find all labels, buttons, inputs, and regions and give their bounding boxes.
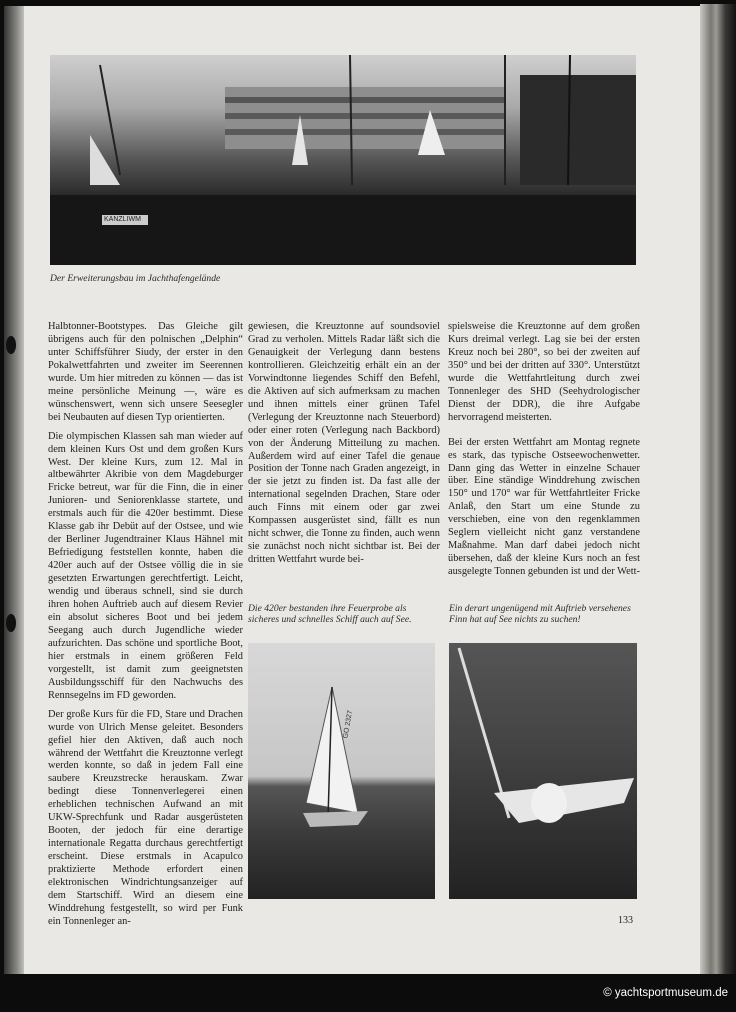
paragraph: spielsweise die Kreuztonne auf dem großen Kurs dreimal verlegt. Lag sie bei der ersten Kreuz noch bei 280°, so bei der zweiten auf 350° und bei der dritten auf 330°. Unterstützt wurde die Wettfahrtleitung durch zwei Tonnenleger des SHD (Seehydrologischer Dienst der DDR), die ihre Aufgabe hervorragend meisterten. [448, 321, 640, 423]
harbor-photo [50, 55, 636, 265]
right-photo-caption: Ein derart ungenügend mit Auftrieb versehenes Finn hat auf See nichts zu suchen! [449, 603, 631, 625]
left-photo-caption: Die 420er bestanden ihre Feuerprobe als sicheres und schnelles Schiff auch auf See. [248, 603, 412, 625]
paragraph: gewiesen, die Kreuztonne auf soundsoviel Grad zu verholen. Mittels Radar läßt sich die Genauigkeit der Verlegung dann bestens kontrollieren. Gleichzeitig erhält ein an der Vorwindtonne liegendes Schiff den Befehl, die Aktiven auf sich aufmerksam zu machen und ihnen mittels einer grünen Tafel (Verlegung der Kreuztonne nach Steuerbord) oder einer roten (Verlegung nach Backbord) von der Änderung Mitteilung zu machen. Außerdem wird auf einer Tafel die genaue Position der Tonne nach Graden angezeigt, in der sie jetzt zu finden ist. Da fast alle der international segelnden Drachen, Stare oder auch Finns mit einem oder gar zwei Kompassen ausgerüstet sind, fällt es nun nicht schwer, die Tonne zu finden, auch wenn sie zunächst noch nicht sichtbar ist. Bei der dritten Wettfahrt wurde bei- [248, 321, 440, 566]
text-column-2 [248, 321, 440, 573]
binding-hole [6, 336, 16, 354]
text-column-1 [48, 321, 243, 935]
capsized-finn-photo [449, 643, 637, 899]
harbor-illustration [50, 55, 636, 265]
book-binding-edge [700, 4, 736, 974]
paragraph: Der große Kurs für die FD, Stare und Drachen wurde von Ulrich Mense geleitet. Besonders gefiel hier den Aktiven, daß auch noch während der Wettfahrt die Kreuztonne verlegt werden konnte, so daß in jedem Fall eine saubere Kreuzstrecke herauskam. Zwar bedingt diese Tonnenverlegerei einen erheblichen technischen Aufwand an mit UKW-Sprechfunk und Radar ausgerüsteten Booten, der jedoch für eine derartige internationale Regatta durchaus gerechtfertigt erscheint. Diese erstmals in Acapulco praktizierte Methode erfordert einen elektronischen Windrichtungsanzeiger auf dem Startschiff. Wird an diesem eine Winddrehung festgestellt, so wird per Funk ein Tonnenleger an- [48, 708, 243, 927]
top-photo-caption: Der Erweiterungsbau im Jachthafengelände [50, 273, 221, 284]
watermark: © yachtsportmuseum.de [603, 987, 728, 999]
sailboat-illustration [248, 643, 435, 899]
paragraph: Die olympischen Klassen sah man wieder auf dem kleinen Kurs Ost und dem großen Kurs West. Der kleine Kurs, zum 12. Mal in altbewährter Akribie von dem Magdeburger Fricke betreut, war für die Finn, die in einer Junioren- und Seniorenklasse startete, und erstmals auch für die 420er bestimmt. Diese Klasse gab ihr Debüt auf der Ostsee, und wie der Berliner Jugendtrainer Klaus Hähnel mit Befriedigung feststellen konnte, haben die 420er auch auf der Ostsee völlig die in sie gesetzten Erwartungen gerechtfertigt. Leicht, wendig und überaus schnell, sind sie durch ihren hohen Auftrieb auch auf diesem Revier ein absolut sicheres Boot und bei jedem Seegang auch durch Jugendliche wieder aufzurichten. Das schöne und sportliche Boot, hier erstmals in einem größeren Feld vorgestellt, ist damit zum geeignetsten Ausbildungsschiff für den Nachwuchs des Rennsegelns im FD geworden. [48, 430, 243, 701]
420er-photo [248, 643, 435, 899]
sail-number: GO 2327 [342, 709, 355, 740]
paragraph: Halbtonner-Bootstypes. Das Gleiche gilt übrigens auch für den polnischen „Delphin“ unter Schiffsführer Siudy, der erster in den Pokalwettfahrten und zweiter im Seerennen wurde. Um hier mitreden zu können — das ist meine persönliche Meinung —, wäre es wünschenswert, wenn sich unsere Seesegler bei Neubauten auf diesen Typ orientierten. [48, 321, 243, 423]
paragraph: Bei der ersten Wettfahrt am Montag regnete es stark, das typische Ostseewochenwetter. Dann ging das Wetter in einzelne Schauer über. Eine ständige Winddrehung zwischen 150° und 170° war für Wettfahrtleiter Fricke Anlaß, den Start um eine Stunde zu verschieben, eine von den regenklammen Seglern vielleicht nicht ganz verstandene Maßnahme. Man darf dabei jedoch nicht übersehen, daß der kleine Kurs noch an fest ausgelegte Tonnen gebunden ist und der Wett- [448, 436, 640, 578]
binding-hole [6, 614, 16, 632]
text-column-3 [448, 321, 640, 585]
previous-page-edge [4, 6, 26, 974]
page-number: 133 [618, 915, 633, 926]
boat-sign: KANZLIWM [104, 216, 141, 223]
capsized-boat-illustration [449, 643, 637, 899]
